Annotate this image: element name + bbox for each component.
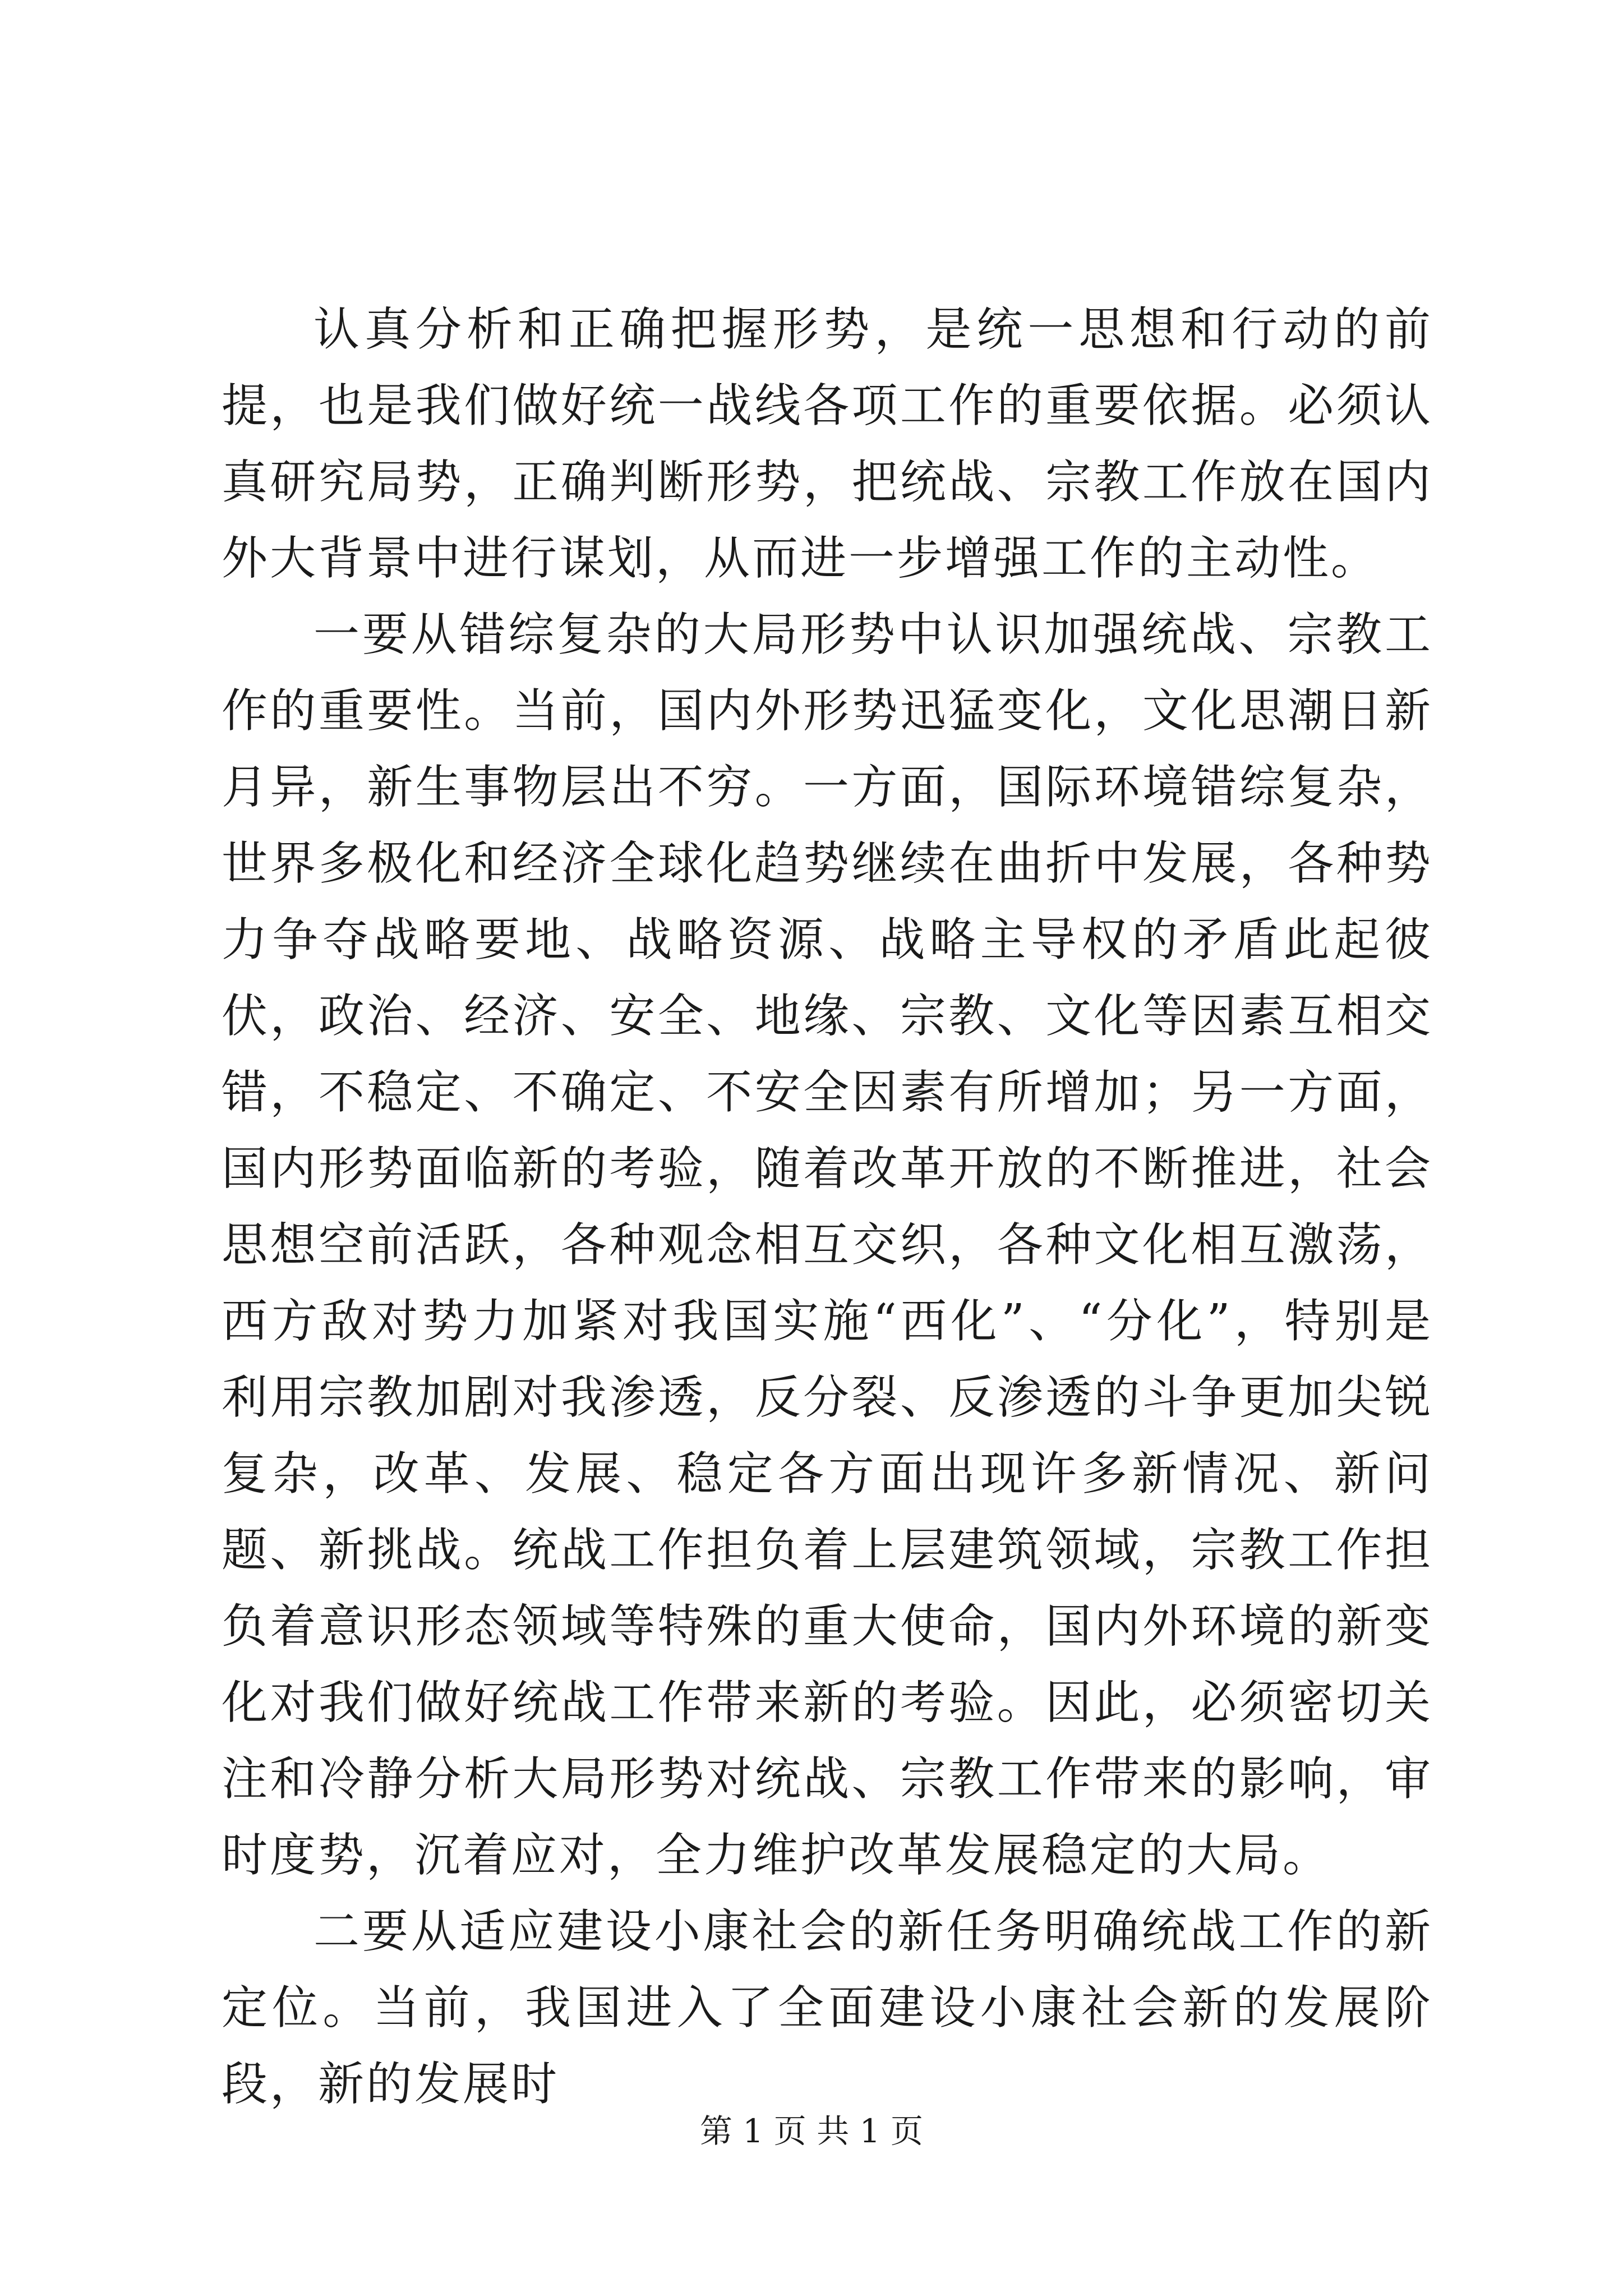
paragraph-1: 认真分析和正确把握形势，是统一思想和行动的前提，也是我们做好统一战线各项工作的重要依据。必须认真研究局势，正确判断形势，把统战、宗教工作放在国内外大背景中进行谋划，从而进一步增强工作的主动性。: [222, 303, 1433, 585]
page-footer: 第 1 页 共 1 页: [700, 2112, 923, 2150]
document-body: [222, 292, 1433, 2123]
paragraph-2: 一要从错综复杂的大局形势中认识加强统战、宗教工作的重要性。当前，国内外形势迅猛变化，文化思潮日新月异，新生事物层出不穷。一方面，国际环境错综复杂，世界多极化和经济全球化趋势继续在曲折中发展，各种势力争夺战略要地、战略资源、战略主导权的矛盾此起彼伏，政治、经济、安全、地缘、宗教、文化等因素互相交错，不稳定、不确定、不安全因素有所增加；另一方面，国内形势面临新的考验，随着改革开放的不断推进，社会思想空前活跃，各种观念相互交织，各种文化相互激荡，西方敌对势力加紧对我国实施“西化”、“分化”，特别是利用宗教加剧对我渗透，反分裂、反渗透的斗争更加尖锐复杂，改革、发展、稳定各方面出现许多新情况、新问题、新挑战。统战工作担负着上层建筑领域，宗教工作担负着意识形态领域等特殊的重大使命，国内外环境的新变化对我们做好统战工作带来新的考验。因此，必须密切关注和冷静分析大局形势对统战、宗教工作带来的影响，审时度势，沉着应对，全力维护改革发展稳定的大局。: [222, 608, 1433, 1882]
paragraph-3: 二要从适应建设小康社会的新任务明确统战工作的新定位。当前，我国进入了全面建设小康社会新的发展阶段，新的发展时: [222, 1905, 1433, 2111]
